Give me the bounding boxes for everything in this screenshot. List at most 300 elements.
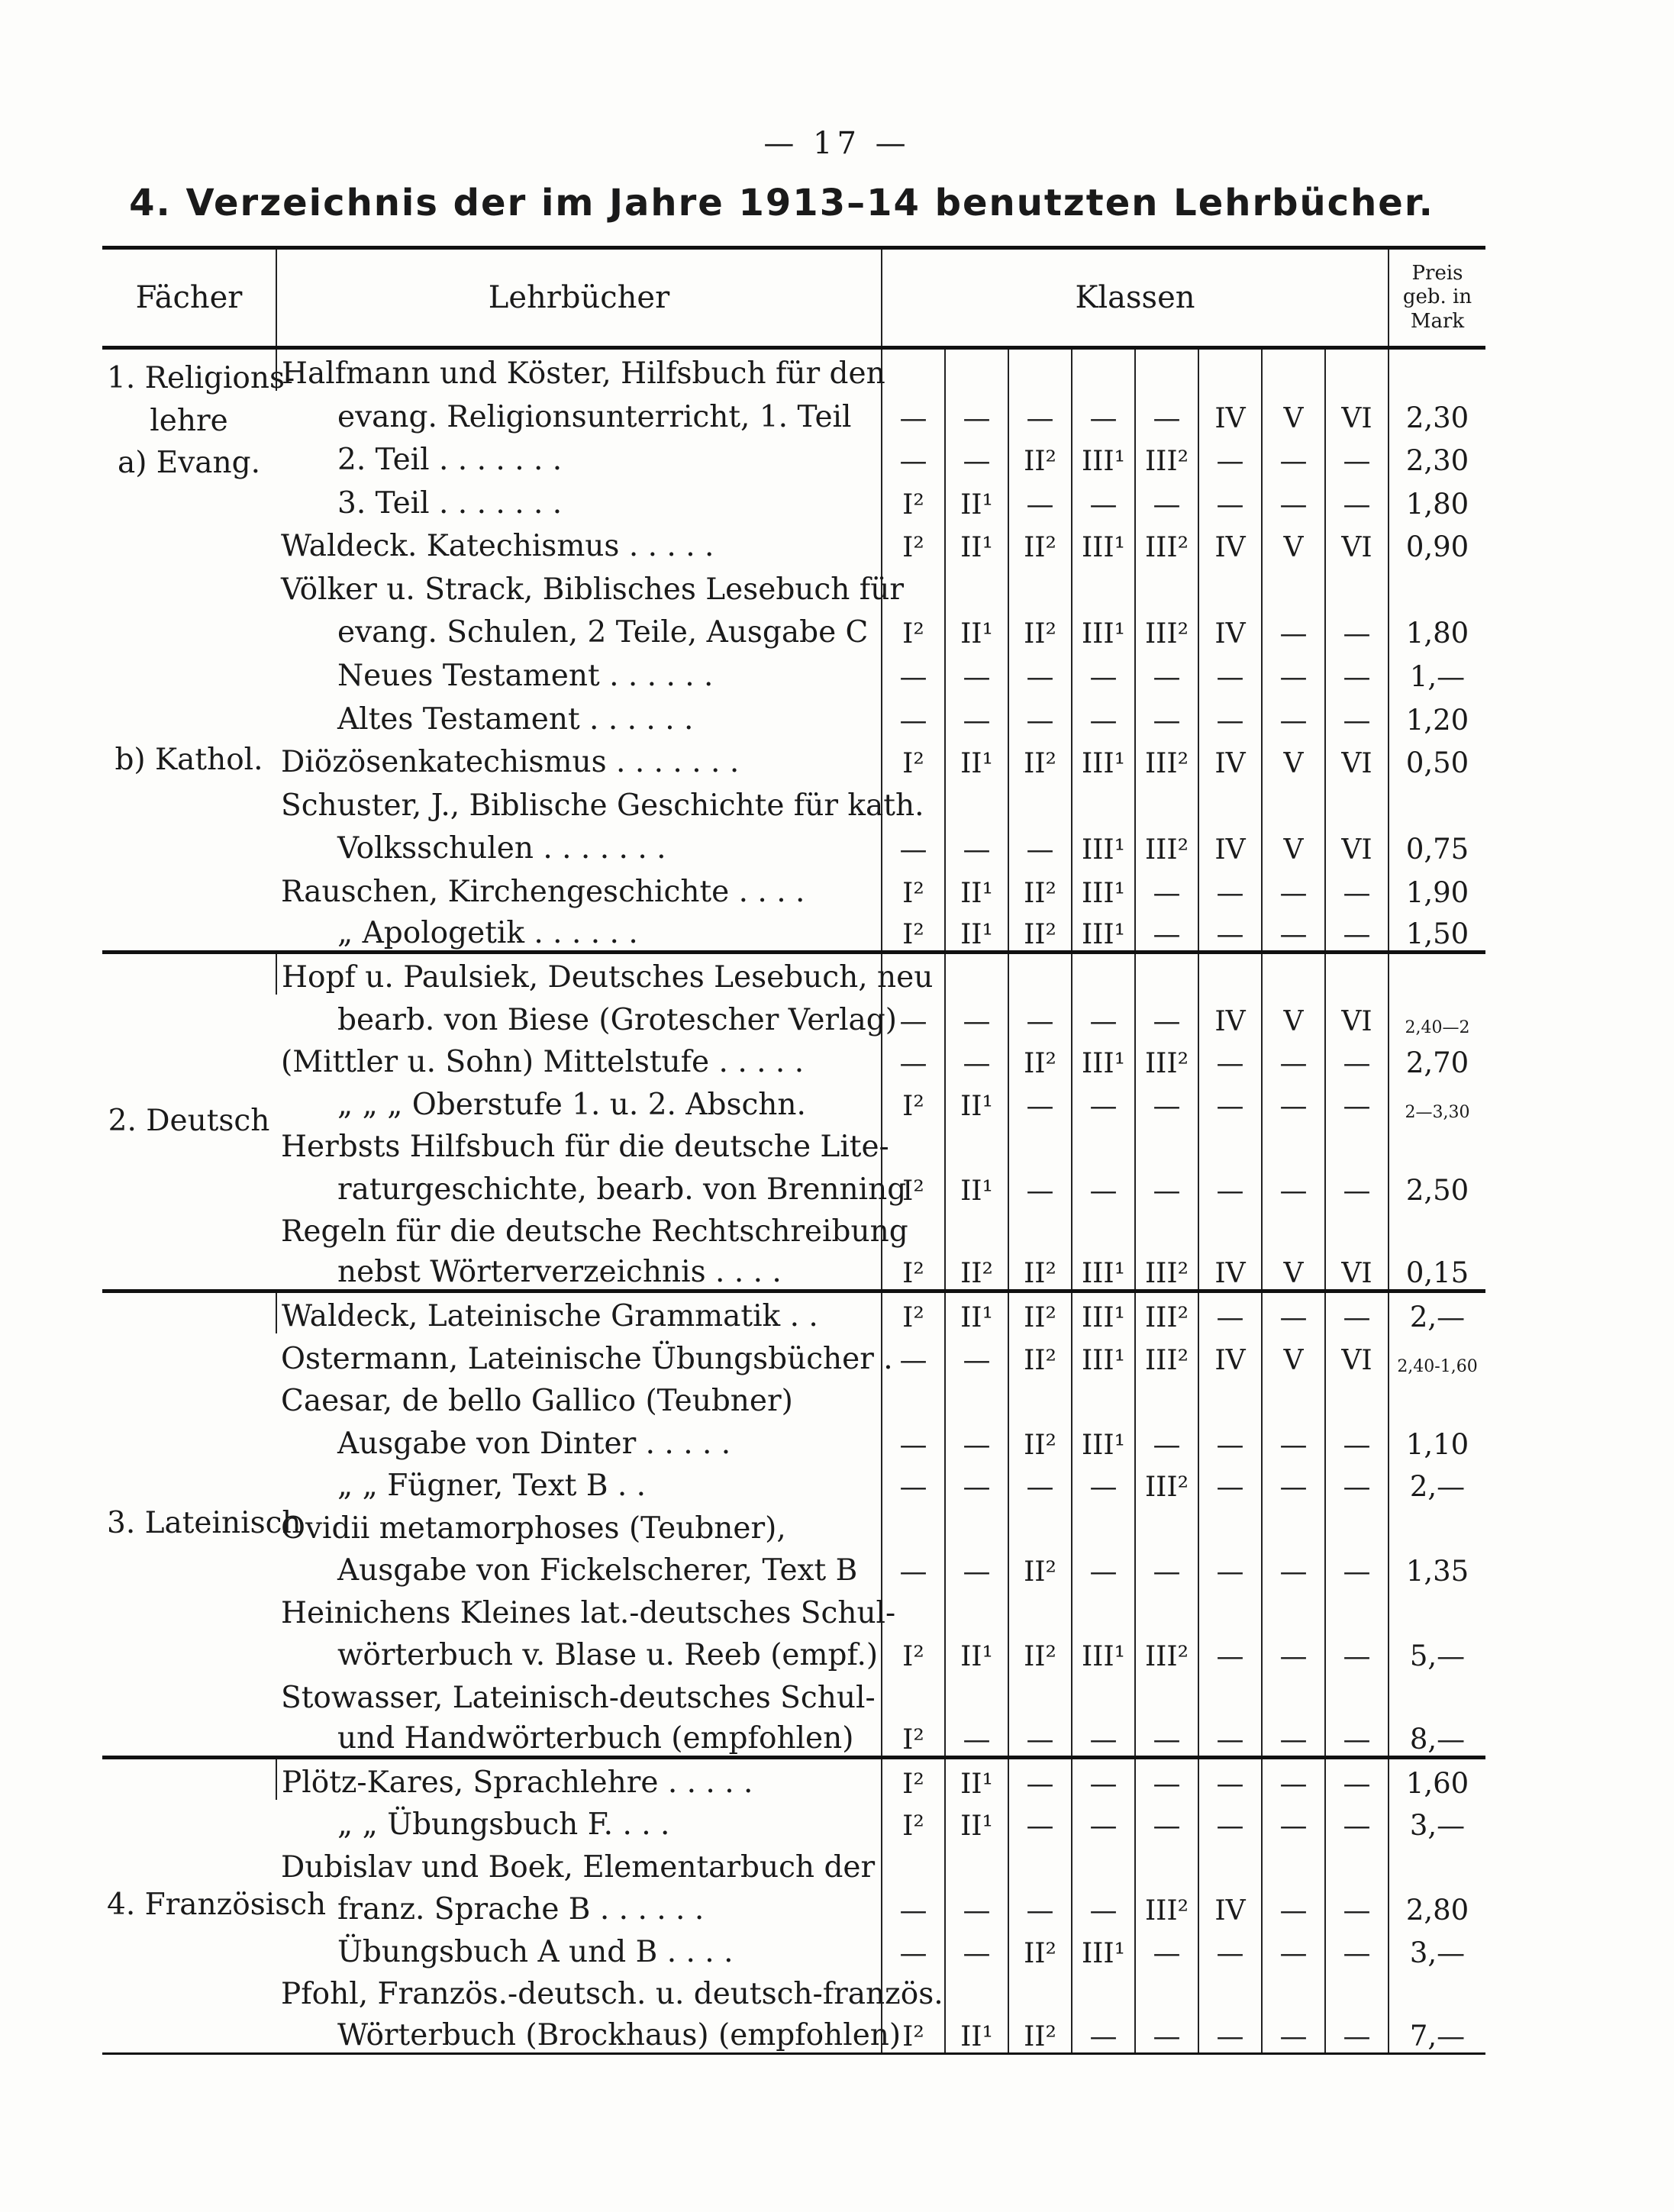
table-row xyxy=(102,521,1485,564)
book-title: (Mittler u. Sohn) Mittelstufe . . . . . xyxy=(281,1045,805,1079)
class-cell xyxy=(1072,563,1135,607)
class-cell: — xyxy=(1325,1461,1389,1504)
price-cell: 2,70 xyxy=(1389,1037,1485,1080)
price-cell xyxy=(1389,779,1485,823)
table-row xyxy=(102,1503,1485,1546)
subject-cell xyxy=(102,348,295,953)
subject-label: b) Kathol. xyxy=(115,742,263,777)
class-cell xyxy=(1072,1969,1135,2012)
class-cell: IV xyxy=(1198,1333,1262,1376)
class-cell: — xyxy=(945,1885,1008,1927)
table-row xyxy=(102,1461,1485,1504)
class-cell xyxy=(1325,348,1389,392)
class-cell: II¹ xyxy=(945,607,1008,650)
book-title: evang. Schulen, 2 Teile, Ausgabe C xyxy=(337,615,869,650)
class-cell: — xyxy=(882,823,945,866)
class-cell: III¹ xyxy=(1072,823,1135,866)
book-title: nebst Wörterverzeichnis . . . . xyxy=(337,1255,782,1289)
class-cell: IV xyxy=(1198,1885,1262,1927)
class-cell: II¹ xyxy=(945,866,1008,909)
table-row xyxy=(102,434,1485,478)
class-cell: — xyxy=(1262,1630,1325,1673)
class-cell xyxy=(945,779,1008,823)
class-cell xyxy=(945,1672,1008,1715)
class-cell: I² xyxy=(882,477,945,521)
subject-label xyxy=(107,908,271,951)
class-cell xyxy=(1072,779,1135,823)
price-cell: 2,80 xyxy=(1389,1885,1485,1927)
class-cell: — xyxy=(1008,650,1072,693)
header-preis-2: geb. in xyxy=(1402,285,1472,309)
class-cell xyxy=(1135,953,1198,995)
class-cell: — xyxy=(1262,1164,1325,1207)
price-cell: 2—3,30 xyxy=(1389,1079,1485,1122)
class-cell: IV xyxy=(1198,607,1262,650)
book-title: „ „ Übungsbuch F. . . . xyxy=(337,1807,670,1842)
class-cell xyxy=(1325,1672,1389,1715)
book-title: raturgeschichte, bearb. von Brenning xyxy=(337,1172,907,1207)
class-cell: — xyxy=(1198,1927,1262,1969)
book-title: Völker u. Strack, Biblisches Lesebuch für xyxy=(281,572,904,607)
class-cell: II² xyxy=(1008,1927,1072,1969)
class-cell xyxy=(1008,1122,1072,1165)
class-cell xyxy=(882,1842,945,1885)
class-cell xyxy=(1198,1207,1262,1249)
class-cell xyxy=(882,1672,945,1715)
table-row xyxy=(102,909,1485,953)
subject-label xyxy=(107,654,271,697)
class-cell: V xyxy=(1262,1333,1325,1376)
class-cell: II² xyxy=(1008,1333,1072,1376)
table-row xyxy=(102,1588,1485,1630)
subject-label xyxy=(107,485,271,527)
book-title: franz. Sprache B . . . . . . xyxy=(337,1892,705,1927)
price-cell: 2,30 xyxy=(1389,434,1485,478)
class-cell xyxy=(1135,1122,1198,1165)
price-cell: 0,75 xyxy=(1389,823,1485,866)
book-title: Diözösenkatechismus . . . . . . . xyxy=(281,745,740,780)
price-cell: 1,— xyxy=(1389,650,1485,693)
class-cell: — xyxy=(882,1333,945,1376)
class-cell: — xyxy=(1262,1079,1325,1122)
price-cell: 8,— xyxy=(1389,1715,1485,1758)
book-title: Caesar, de bello Gallico (Teubner) xyxy=(281,1384,793,1418)
class-cell: V xyxy=(1262,1249,1325,1291)
class-cell: III¹ xyxy=(1072,1927,1135,1969)
price-cell: 5,— xyxy=(1389,1630,1485,1673)
class-cell: — xyxy=(1135,1927,1198,1969)
class-cell: — xyxy=(1198,909,1262,953)
class-cell: — xyxy=(1072,1800,1135,1843)
class-cell xyxy=(1008,779,1072,823)
class-cell: — xyxy=(1135,391,1198,434)
class-cell xyxy=(1008,1842,1072,1885)
class-cell: V xyxy=(1262,995,1325,1037)
class-cell xyxy=(945,348,1008,392)
class-cell: — xyxy=(1008,1757,1072,1800)
class-cell xyxy=(1262,1122,1325,1165)
class-cell: III¹ xyxy=(1072,1418,1135,1461)
table-row xyxy=(102,1079,1485,1122)
class-cell: — xyxy=(1072,1079,1135,1122)
class-cell xyxy=(1008,1376,1072,1419)
class-cell xyxy=(1325,1842,1389,1885)
class-cell: — xyxy=(1198,1418,1262,1461)
price-cell: 1,10 xyxy=(1389,1418,1485,1461)
book-title: Wörterbuch (Brockhaus) (empfohlen) xyxy=(337,2018,902,2052)
class-cell: — xyxy=(1262,866,1325,909)
class-cell: — xyxy=(1008,1079,1072,1122)
class-cell: IV xyxy=(1198,737,1262,780)
class-cell: — xyxy=(1262,1037,1325,1080)
table-row xyxy=(102,1122,1485,1165)
subject-label xyxy=(107,569,271,612)
price-cell xyxy=(1389,563,1485,607)
book-title: Halfmann und Köster, Hilfsbuch für den xyxy=(276,348,882,392)
class-cell: — xyxy=(1325,1885,1389,1927)
table-row xyxy=(102,1630,1485,1673)
class-cell xyxy=(1008,563,1072,607)
class-cell: — xyxy=(1135,2011,1198,2054)
class-cell: VI xyxy=(1325,521,1389,564)
class-cell: — xyxy=(1325,1164,1389,1207)
class-cell: — xyxy=(1072,1164,1135,1207)
class-cell xyxy=(945,953,1008,995)
class-cell: III¹ xyxy=(1072,909,1135,953)
class-cell: — xyxy=(1325,1546,1389,1588)
class-cell: — xyxy=(1135,1715,1198,1758)
class-cell: — xyxy=(1008,823,1072,866)
table-row xyxy=(102,737,1485,780)
book-title: Waldeck, Lateinische Grammatik . . xyxy=(276,1291,882,1334)
section-religion xyxy=(102,348,1485,953)
table-row xyxy=(102,1969,1485,2012)
class-cell xyxy=(945,1376,1008,1419)
subject-label: a) Evang. xyxy=(117,446,261,480)
class-cell xyxy=(945,563,1008,607)
class-cell: III¹ xyxy=(1072,1291,1135,1334)
class-cell: III¹ xyxy=(1072,737,1135,780)
class-cell: — xyxy=(882,1418,945,1461)
class-cell: — xyxy=(1072,995,1135,1037)
class-cell xyxy=(1325,1503,1389,1546)
price-cell: 2,40—2 xyxy=(1389,995,1485,1037)
class-cell: I² xyxy=(882,1079,945,1122)
class-cell xyxy=(1072,1122,1135,1165)
class-cell xyxy=(1198,1503,1262,1546)
section-franz xyxy=(102,1757,1485,2054)
class-cell: — xyxy=(945,1546,1008,1588)
class-cell: I² xyxy=(882,737,945,780)
class-cell: II¹ xyxy=(945,1630,1008,1673)
class-cell: — xyxy=(1262,1885,1325,1927)
class-cell: — xyxy=(1198,1800,1262,1843)
class-cell: — xyxy=(1325,1418,1389,1461)
class-cell: — xyxy=(1072,650,1135,693)
class-cell xyxy=(1262,1503,1325,1546)
class-cell: III² xyxy=(1135,1333,1198,1376)
class-cell xyxy=(1135,779,1198,823)
price-cell: 1,20 xyxy=(1389,693,1485,737)
class-cell xyxy=(1072,1503,1135,1546)
class-cell xyxy=(1325,1376,1389,1419)
class-cell: VI xyxy=(1325,391,1389,434)
class-cell: I² xyxy=(882,1249,945,1291)
book-title: Herbsts Hilfsbuch für die deutsche Lite- xyxy=(281,1130,889,1164)
class-cell xyxy=(1072,953,1135,995)
class-cell: — xyxy=(1135,693,1198,737)
subject-label: 1. Religions- xyxy=(107,361,295,395)
class-cell: — xyxy=(1325,1079,1389,1122)
class-cell: — xyxy=(1198,1291,1262,1334)
table-row xyxy=(102,477,1485,521)
class-cell xyxy=(1198,779,1262,823)
class-cell: — xyxy=(1072,2011,1135,2054)
class-cell xyxy=(1008,1969,1072,2012)
class-cell: — xyxy=(1262,2011,1325,2054)
table-row xyxy=(102,650,1485,693)
price-cell xyxy=(1389,1122,1485,1165)
book-title: Rauschen, Kirchengeschichte . . . . xyxy=(281,874,805,909)
class-cell: — xyxy=(882,693,945,737)
class-cell: III² xyxy=(1135,1461,1198,1504)
class-cell: II¹ xyxy=(945,521,1008,564)
class-cell xyxy=(1072,348,1135,392)
class-cell: — xyxy=(1135,1079,1198,1122)
class-cell xyxy=(1325,953,1389,995)
book-title: Ausgabe von Fickelscherer, Text B xyxy=(337,1553,858,1588)
class-cell: — xyxy=(882,1037,945,1080)
section-latein xyxy=(102,1291,1485,1758)
price-cell xyxy=(1389,1207,1485,1249)
class-cell xyxy=(1262,1376,1325,1419)
class-cell: — xyxy=(1262,1757,1325,1800)
class-cell: — xyxy=(1198,1546,1262,1588)
book-title: Waldeck. Katechismus . . . . . xyxy=(281,529,714,564)
price-cell: 0,15 xyxy=(1389,1249,1485,1291)
table-row xyxy=(102,1376,1485,1419)
class-cell xyxy=(1135,1503,1198,1546)
class-cell: II¹ xyxy=(945,1757,1008,1800)
price-cell: 2,— xyxy=(1389,1461,1485,1504)
class-cell: — xyxy=(1135,1546,1198,1588)
class-cell: III² xyxy=(1135,1885,1198,1927)
document-title: 4. Verzeichnis der im Jahre 1913–14 benutzten Lehrbücher. xyxy=(129,182,1434,224)
class-cell: II² xyxy=(1008,1249,1072,1291)
book-title: „ „ „ Oberstufe 1. u. 2. Abschn. xyxy=(337,1087,806,1122)
class-cell: III² xyxy=(1135,607,1198,650)
header-lehrbuecher: Lehrbücher xyxy=(276,248,882,348)
class-cell: — xyxy=(1262,434,1325,478)
class-cell: — xyxy=(1198,1630,1262,1673)
header-preis-3: Mark xyxy=(1410,309,1465,333)
price-cell: 2,30 xyxy=(1389,391,1485,434)
class-cell xyxy=(1262,1207,1325,1249)
class-cell: — xyxy=(1072,693,1135,737)
class-cell: — xyxy=(1262,650,1325,693)
book-title: Ovidii metamorphoses (Teubner), xyxy=(281,1511,786,1546)
class-cell: — xyxy=(1262,1715,1325,1758)
class-cell: V xyxy=(1262,823,1325,866)
class-cell: — xyxy=(1008,1461,1072,1504)
table-row xyxy=(102,1037,1485,1080)
class-cell: — xyxy=(1262,1461,1325,1504)
class-cell: — xyxy=(945,434,1008,478)
class-cell: — xyxy=(882,995,945,1037)
book-title: Schuster, J., Biblische Geschichte für kath. xyxy=(281,788,924,823)
class-cell: — xyxy=(1262,1291,1325,1334)
class-cell xyxy=(1325,1122,1389,1165)
class-cell xyxy=(1135,563,1198,607)
book-title: Ausgabe von Dinter . . . . . xyxy=(337,1426,731,1461)
table-row xyxy=(102,1249,1485,1291)
price-cell: 1,90 xyxy=(1389,866,1485,909)
class-cell: I² xyxy=(882,1630,945,1673)
table-row xyxy=(102,1672,1485,1715)
book-title: Hopf u. Paulsiek, Deutsches Lesebuch, neu xyxy=(276,953,882,995)
class-cell: VI xyxy=(1325,995,1389,1037)
class-cell: — xyxy=(1262,1546,1325,1588)
price-cell: 2,— xyxy=(1389,1291,1485,1334)
class-cell: — xyxy=(1008,477,1072,521)
class-cell: II¹ xyxy=(945,1291,1008,1334)
class-cell: — xyxy=(1325,434,1389,478)
class-cell: VI xyxy=(1325,823,1389,866)
class-cell: — xyxy=(1325,1037,1389,1080)
textbook-table xyxy=(102,246,1485,2055)
class-cell xyxy=(1262,1588,1325,1630)
class-cell: I² xyxy=(882,909,945,953)
price-cell: 3,— xyxy=(1389,1800,1485,1843)
table-header xyxy=(102,248,1485,348)
book-title: 3. Teil . . . . . . . xyxy=(337,485,563,521)
class-cell xyxy=(1262,348,1325,392)
book-title: „ „ Fügner, Text B . . xyxy=(337,1469,647,1503)
class-cell: — xyxy=(882,1927,945,1969)
class-cell: I² xyxy=(882,607,945,650)
price-cell: 0,90 xyxy=(1389,521,1485,564)
class-cell: — xyxy=(1325,1800,1389,1843)
class-cell: — xyxy=(1198,866,1262,909)
class-cell xyxy=(1325,563,1389,607)
class-cell: — xyxy=(1135,909,1198,953)
class-cell xyxy=(1008,1207,1072,1249)
class-cell xyxy=(1262,953,1325,995)
class-cell: VI xyxy=(1325,737,1389,780)
class-cell: III¹ xyxy=(1072,434,1135,478)
class-cell: II¹ xyxy=(945,909,1008,953)
class-cell xyxy=(1198,1969,1262,2012)
class-cell: — xyxy=(882,1546,945,1588)
class-cell: — xyxy=(1072,1885,1135,1927)
class-cell: — xyxy=(1198,693,1262,737)
class-cell: II¹ xyxy=(945,2011,1008,2054)
class-cell: — xyxy=(1008,1885,1072,1927)
section-deutsch xyxy=(102,953,1485,1291)
class-cell xyxy=(1008,1503,1072,1546)
class-cell: — xyxy=(1325,1927,1389,1969)
class-cell: — xyxy=(1198,1715,1262,1758)
header-preis xyxy=(1389,248,1485,348)
class-cell: — xyxy=(1198,1164,1262,1207)
class-cell: II² xyxy=(1008,1037,1072,1080)
class-cell xyxy=(945,1588,1008,1630)
table-row xyxy=(102,1800,1485,1843)
class-cell xyxy=(1198,1122,1262,1165)
class-cell: — xyxy=(1262,1418,1325,1461)
class-cell: III¹ xyxy=(1072,607,1135,650)
class-cell xyxy=(1262,1842,1325,1885)
price-cell: 2,40-1,60 xyxy=(1389,1333,1485,1376)
table-row xyxy=(102,607,1485,650)
price-cell xyxy=(1389,348,1485,392)
class-cell: — xyxy=(1008,1715,1072,1758)
class-cell: — xyxy=(1135,995,1198,1037)
class-cell xyxy=(1135,1588,1198,1630)
class-cell: — xyxy=(1325,607,1389,650)
class-cell: II² xyxy=(1008,909,1072,953)
class-cell: II¹ xyxy=(945,1079,1008,1122)
book-title: und Handwörterbuch (empfohlen) xyxy=(337,1720,854,1756)
class-cell: — xyxy=(945,1037,1008,1080)
class-cell xyxy=(1198,1376,1262,1419)
class-cell: — xyxy=(1072,391,1135,434)
class-cell xyxy=(945,1503,1008,1546)
subject-label: 4. Französisch xyxy=(107,1888,327,1923)
class-cell: II² xyxy=(1008,2011,1072,2054)
table-row xyxy=(102,1715,1485,1758)
table-row xyxy=(102,1164,1485,1207)
class-cell xyxy=(1198,563,1262,607)
class-cell: — xyxy=(1262,1800,1325,1843)
class-cell: — xyxy=(1072,477,1135,521)
class-cell: — xyxy=(1325,650,1389,693)
price-cell: 1,80 xyxy=(1389,607,1485,650)
price-cell: 3,— xyxy=(1389,1927,1485,1969)
class-cell: IV xyxy=(1198,995,1262,1037)
class-cell: — xyxy=(945,1333,1008,1376)
class-cell: I² xyxy=(882,1291,945,1334)
table-row xyxy=(102,391,1485,434)
class-cell xyxy=(945,1122,1008,1165)
class-cell: III² xyxy=(1135,737,1198,780)
price-cell xyxy=(1389,1842,1485,1885)
table-row xyxy=(102,693,1485,737)
subject-label: 2. Deutsch xyxy=(108,1104,270,1139)
class-cell xyxy=(1198,953,1262,995)
class-cell: III² xyxy=(1135,1037,1198,1080)
class-cell: II¹ xyxy=(945,1164,1008,1207)
table-row xyxy=(102,348,1485,392)
subject-cell xyxy=(102,953,276,1291)
class-cell: — xyxy=(1135,650,1198,693)
class-cell: — xyxy=(1262,909,1325,953)
class-cell: — xyxy=(1262,477,1325,521)
class-cell: III¹ xyxy=(1072,1249,1135,1291)
class-cell: III² xyxy=(1135,434,1198,478)
table-row xyxy=(102,2011,1485,2054)
class-cell xyxy=(1262,1969,1325,2012)
book-title: Stowasser, Lateinisch-deutsches Schul- xyxy=(281,1680,876,1715)
class-cell: I² xyxy=(882,1800,945,1843)
class-cell: — xyxy=(1198,1037,1262,1080)
book-title: Ostermann, Lateinische Übungsbücher . xyxy=(281,1341,893,1376)
class-cell: III² xyxy=(1135,1249,1198,1291)
table-row xyxy=(102,995,1485,1037)
price-cell: 7,— xyxy=(1389,2011,1485,2054)
class-cell: — xyxy=(1135,1757,1198,1800)
subject-label xyxy=(107,611,271,654)
